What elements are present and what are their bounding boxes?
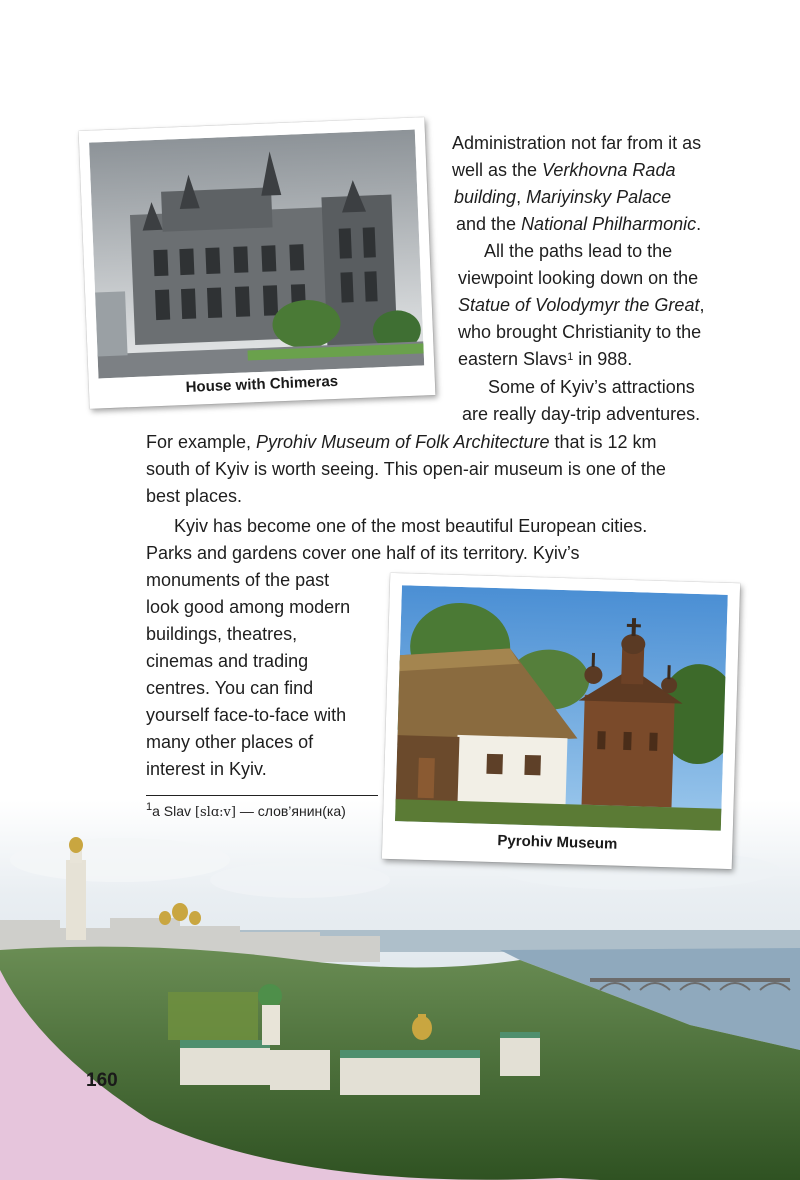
text-line: south of Kyiv is worth seeing. This open-air museum is one of the — [146, 459, 666, 479]
photo-caption: House with Chimeras — [185, 372, 339, 396]
pyrohiv-museum-photo — [395, 585, 728, 831]
photo-card-house-with-chimeras — [79, 117, 436, 409]
page-number: 160 — [86, 1070, 118, 1091]
text-line: interest in Kyiv. — [146, 759, 267, 779]
text-line: buildings, theatres, — [146, 624, 298, 644]
house-with-chimeras-photo — [89, 130, 424, 379]
text-line: viewpoint looking down on the — [458, 268, 699, 288]
text-line: cinemas and trading — [146, 651, 309, 671]
text-line: For example, Pyrohiv Museum of Folk Architecture that is 12 km — [146, 432, 657, 452]
text-line: well as the Verkhovna Rada — [452, 160, 676, 180]
text-line: centres. You can find — [146, 678, 314, 698]
text-line: Statue of Volodymyr the Great, — [458, 295, 705, 315]
photo-card-pyrohiv-museum — [382, 573, 740, 869]
text-line: look good among modern — [146, 597, 351, 617]
text-line: and the National Philharmonic. — [456, 214, 702, 234]
footnote-rule — [146, 795, 378, 796]
text-line: Parks and gardens cover one half of its territory. Kyiv’s — [146, 543, 580, 563]
photo-caption: Pyrohiv Museum — [497, 832, 618, 853]
text-line: are really day-trip adventures. — [462, 404, 701, 424]
text-line: best places. — [146, 486, 243, 506]
text-line: All the paths lead to the — [484, 241, 673, 261]
text-line: many other places of — [146, 732, 314, 752]
text-line: Some of Kyiv’s attractions — [488, 377, 695, 397]
text-line: yourself face-to-face with — [146, 705, 347, 725]
footnote: $^1$a Slav [slɑ:v] — слов’янин(ка) — [146, 801, 346, 820]
text-line: who brought Christianity to the — [458, 322, 702, 342]
text-line: monuments of the past — [146, 570, 330, 590]
text-line: Kyiv has become one of the most beautiful European cities. — [174, 516, 648, 536]
text-line: eastern Slavs$^1$ in 988. — [458, 349, 633, 369]
text-line: building, Mariyinsky Palace — [454, 187, 672, 207]
text-line: Administration not far from it as — [452, 133, 702, 153]
